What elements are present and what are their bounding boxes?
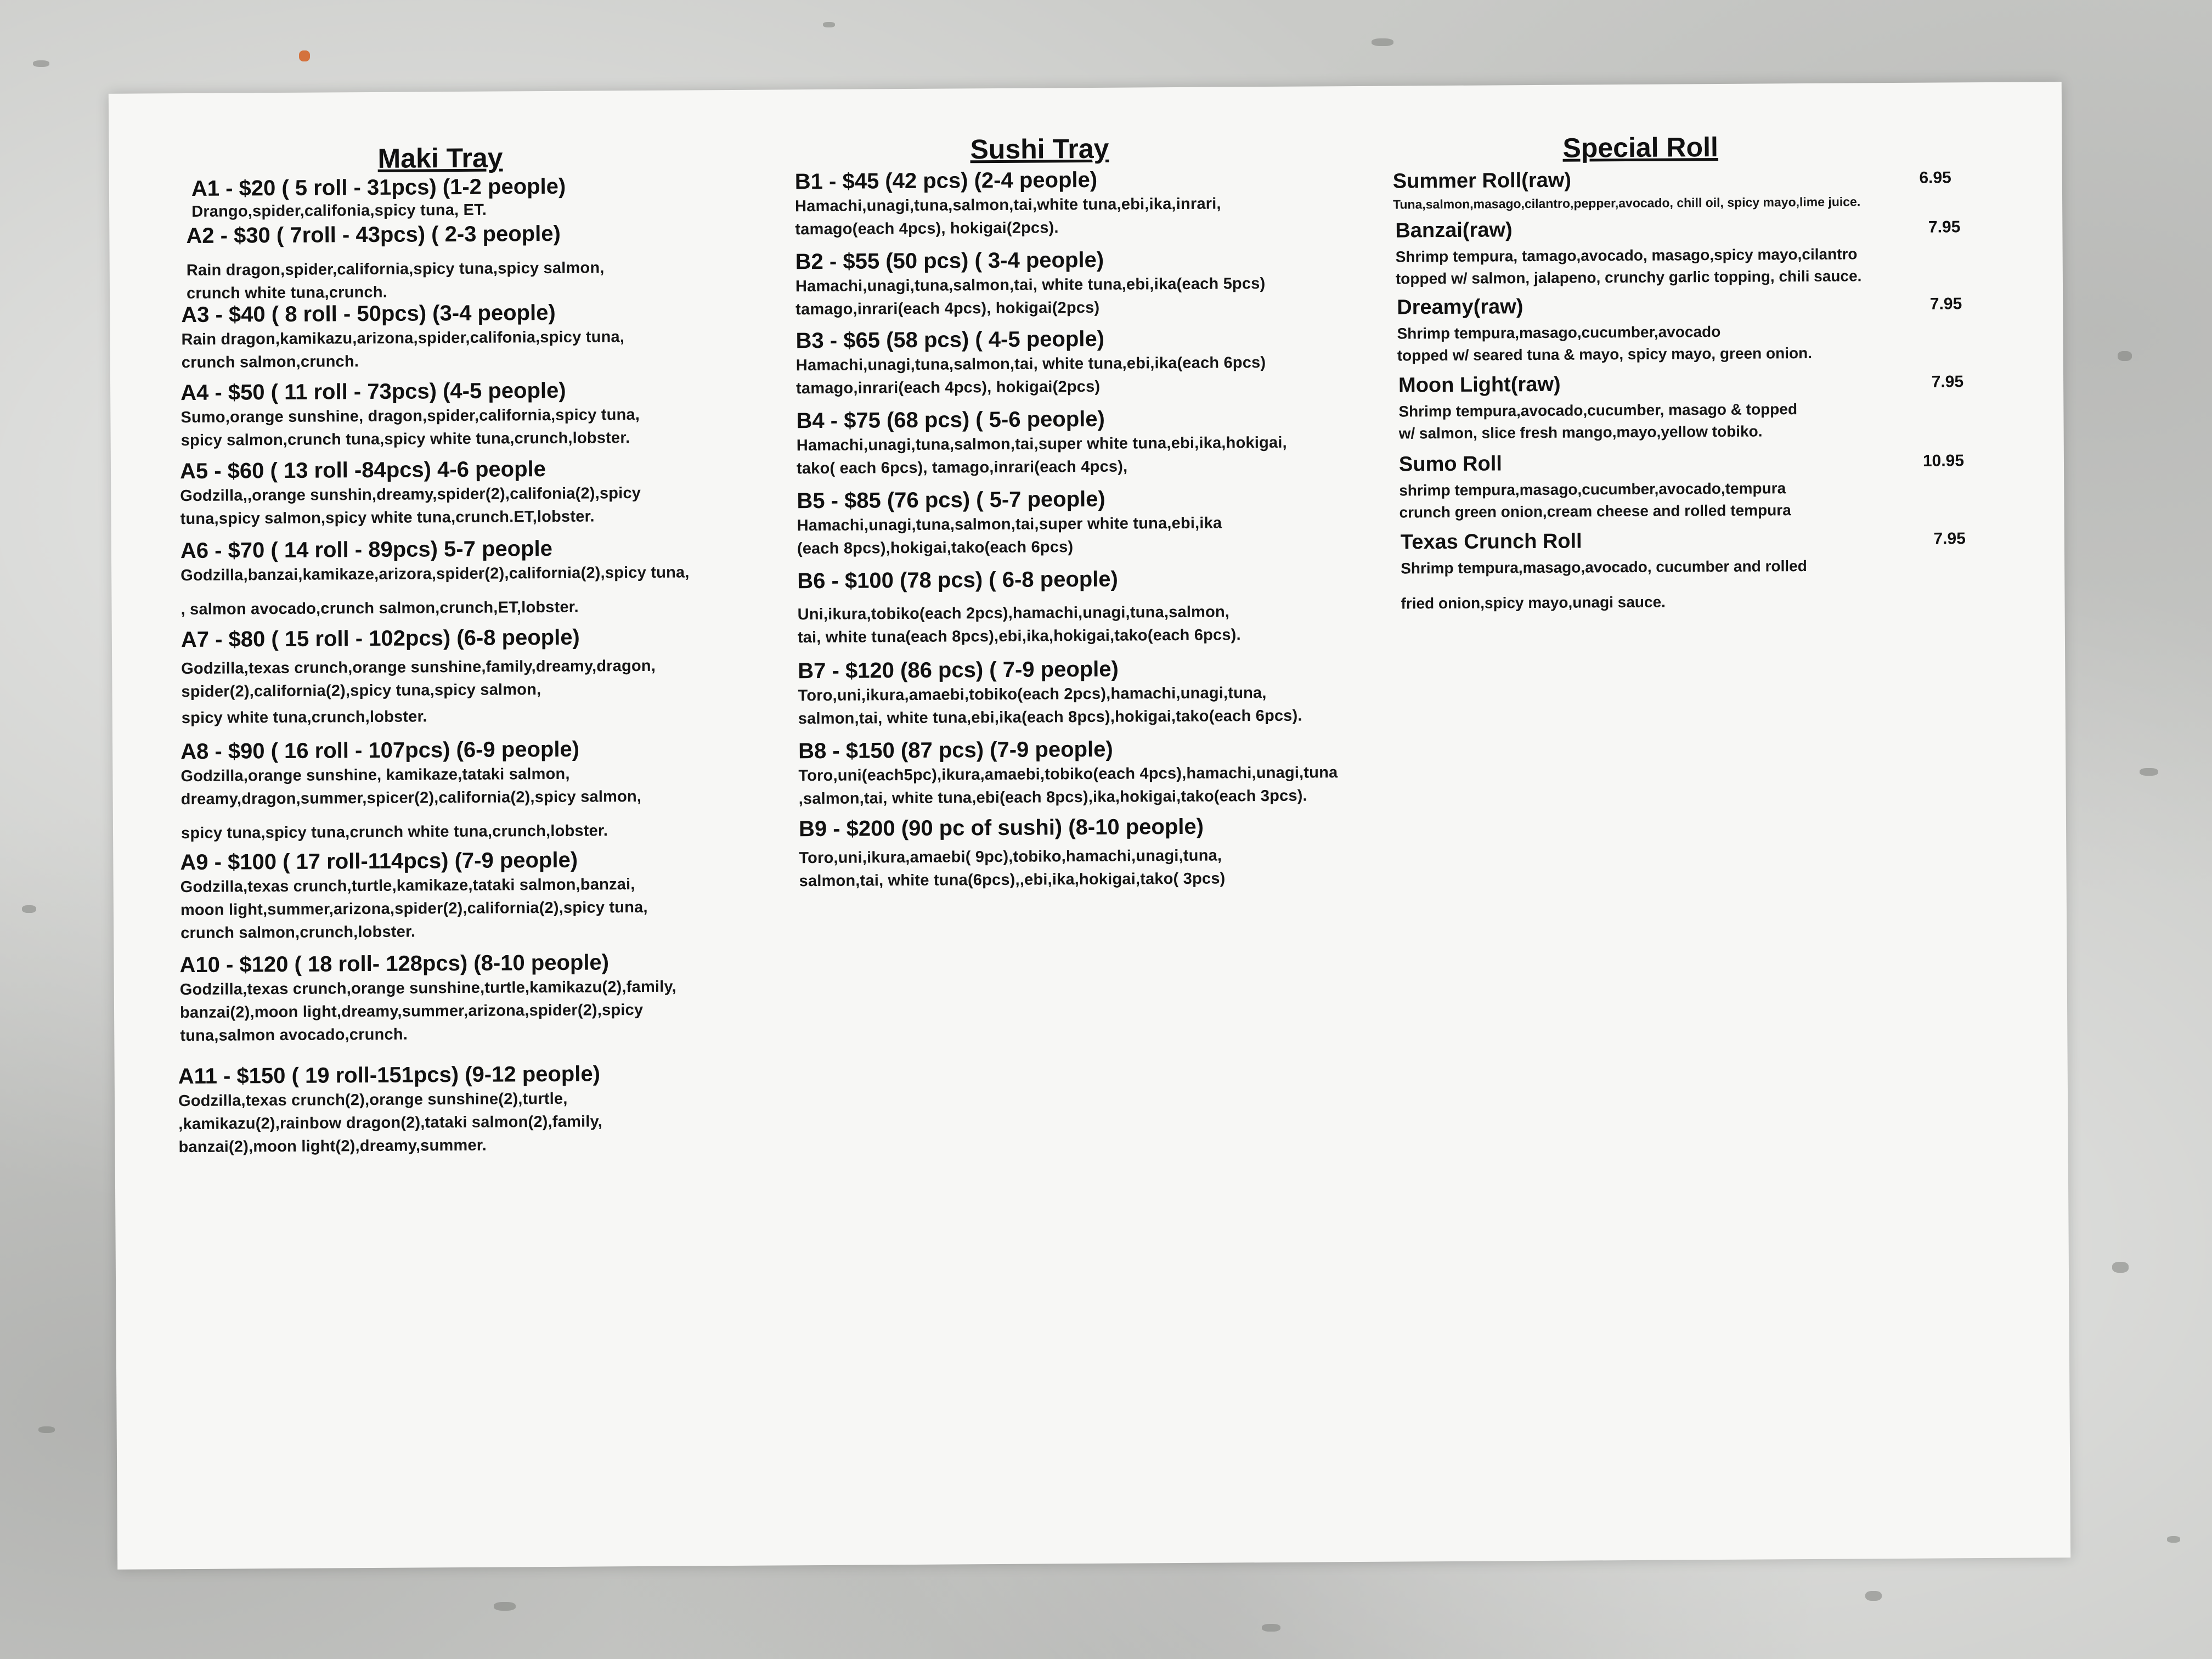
maki-tray-item-heading: A7 - $80 ( 15 roll - 102pcs) (6-8 people) [180, 625, 580, 652]
maki-tray-item-heading: A3 - $40 ( 8 roll - 50pcs) (3-4 people) [181, 300, 556, 328]
special-roll-description: Shrimp tempura,masago,cucumber,avocado [1397, 323, 1721, 342]
maki-tray-column [158, 90, 761, 1156]
sushi-tray-column [794, 86, 1354, 890]
special-roll-description: w/ salmon, slice fresh mango,mayo,yellow tobiko. [1398, 422, 1763, 442]
maki-tray-item-description: Sumo,orange sunshine, dragon,spider,california,spicy tuna, [180, 405, 640, 427]
maki-tray-item-heading: A5 - $60 ( 13 roll -84pcs) 4-6 people [179, 457, 546, 484]
countertop-speck [1262, 1624, 1280, 1632]
sushi-tray-item [795, 246, 1266, 321]
sushi-tray-item-description: salmon,tai, white tuna(6pcs),,ebi,ika,hokigai,tako( 3pcs) [799, 870, 1226, 890]
maki-tray-item-description: ,kamikazu(2),rainbow dragon(2),tataki salmon(2),family, [178, 1113, 603, 1133]
countertop-speck [2118, 351, 2132, 361]
sushi-tray-item [797, 486, 1222, 561]
countertop-speck [2167, 1536, 2180, 1543]
sushi-tray-item-description: tamago(each 4pcs), hokigai(2pcs). [795, 219, 1059, 239]
sushi-tray-item-description: Hamachi,unagi,tuna,salmon,tai,super white tuna,ebi,ika [797, 514, 1222, 535]
special-roll-description: fried onion,spicy mayo,unagi sauce. [1401, 593, 1666, 612]
special-roll-description: Shrimp tempura,masago,avocado, cucumber and rolled [1401, 557, 1807, 577]
sushi-tray-item-description: Toro,uni,ikura,amaebi,tobiko(each 2pcs),hamachi,unagi,tuna, [798, 684, 1267, 705]
maki-tray-item-heading: A2 - $30 ( 7roll - 43pcs) ( 2-3 people) [186, 221, 561, 249]
sushi-tray-item-heading: B1 - $45 (42 pcs) (2-4 people) [794, 167, 1098, 194]
special-roll-item [1401, 527, 1966, 614]
maki-tray-item-description: Godzilla,banzai,kamikaze,arizora,spider(2),california(2),spicy tuna, [180, 563, 690, 585]
special-roll-description: Shrimp tempura,avocado,cucumber, masago & topped [1398, 400, 1798, 420]
maki-tray-item-heading: A4 - $50 ( 11 roll - 73pcs) (4-5 people) [180, 378, 566, 405]
special-roll-column [1392, 82, 1996, 612]
maki-tray-item-description: spicy tuna,spicy tuna,crunch white tuna,crunch,lobster. [180, 822, 608, 843]
maki-tray-item [181, 624, 656, 730]
sushi-tray-item-description: Hamachi,unagi,tuna,salmon,tai, white tuna,ebi,ika(each 5pcs) [795, 275, 1266, 296]
maki-tray-item-description: spider(2),california(2),spicy tuna,spicy salmon, [181, 681, 541, 701]
sushi-tray-item [799, 813, 1226, 893]
special-roll-item [1399, 449, 1965, 523]
special-roll-item [1398, 370, 1964, 444]
maki-tray-title: Maki Tray [377, 142, 503, 174]
maki-tray-item-description: tuna,salmon avocado,crunch. [180, 1025, 408, 1045]
special-roll-name: Moon Light(raw) [1398, 373, 1561, 397]
special-roll-description: Tuna,salmon,masago,cilantro,pepper,avocado, chill oil, spicy mayo,lime juice. [1393, 194, 1861, 212]
special-roll-description: topped w/ seared tuna & mayo, spicy mayo, green onion. [1397, 344, 1813, 364]
sushi-tray-item-heading: B6 - $100 (78 pcs) ( 6-8 people) [797, 567, 1119, 594]
maki-tray-item-description: tuna,spicy salmon,spicy white tuna,crunch.ET,lobster. [180, 507, 595, 528]
countertop-speck [2112, 1262, 2129, 1273]
sushi-tray-item-description: Hamachi,unagi,tuna,salmon,tai,white tuna,ebi,ika,inrari, [794, 195, 1221, 216]
sushi-tray-item [795, 325, 1266, 400]
sushi-tray-item-description: Toro,uni,ikura,amaebi( 9pc),tobiko,hamachi,unagi,tuna, [799, 847, 1222, 867]
countertop-speck [1865, 1591, 1882, 1601]
special-roll-price: 7.95 [1933, 529, 1966, 548]
maki-tray-item-description: spicy salmon,crunch tuna,spicy white tuna,crunch,lobster. [180, 429, 630, 450]
sushi-tray-item-description: (each 8pcs),hokigai,tako(each 6pcs) [797, 538, 1074, 558]
sushi-tray-item [797, 565, 1241, 649]
special-roll-description: crunch green onion,cream cheese and rolled tempura [1399, 501, 1791, 521]
sushi-tray-item [795, 166, 1221, 241]
maki-tray-item-description: Rain dragon,spider,california,spicy tuna,spicy salmon, [186, 259, 605, 280]
maki-tray-item [180, 377, 640, 452]
special-roll-item [1395, 215, 1961, 290]
sushi-tray-item-heading: B3 - $65 (58 pcs) ( 4-5 people) [795, 326, 1105, 353]
countertop-speck [299, 50, 310, 61]
special-roll-price: 7.95 [1931, 373, 1964, 391]
sushi-tray-item-description: Hamachi,unagi,tuna,salmon,tai, white tuna,ebi,ika(each 6pcs) [795, 354, 1266, 375]
maki-tray-item-description: crunch salmon,crunch. [181, 353, 359, 372]
maki-tray-item-description: Godzilla,texas crunch,turtle,kamikaze,tataki salmon,banzai, [180, 876, 635, 896]
sushi-tray-item-heading: B7 - $120 (86 pcs) ( 7-9 people) [798, 657, 1119, 684]
special-roll-price: 10.95 [1922, 452, 1965, 470]
special-roll-price: 7.95 [1929, 295, 1962, 313]
special-roll-description: shrimp tempura,masago,cucumber,avocado,tempura [1399, 479, 1786, 499]
special-roll-name: Texas Crunch Roll [1400, 529, 1582, 554]
maki-tray-item-description: dreamy,dragon,summer,spicer(2),california(2),spicy salmon, [180, 787, 642, 809]
maki-tray-item [180, 736, 642, 845]
maki-tray-item [181, 299, 624, 374]
special-roll-price: 7.95 [1928, 218, 1961, 236]
sushi-tray-item-heading: B8 - $150 (87 pcs) (7-9 people) [798, 737, 1113, 764]
special-roll-name: Summer Roll(raw) [1392, 168, 1572, 193]
maki-tray-item-heading: A8 - $90 ( 16 roll - 107pcs) (6-9 people) [180, 737, 580, 764]
sushi-tray-item [798, 655, 1302, 731]
countertop-speck [823, 22, 835, 27]
maki-tray-item-description: Godzilla,,orange sunshin,dreamy,spider(2),califonia(2),spicy [180, 484, 641, 505]
sushi-tray-item-heading: B9 - $200 (90 pc of sushi) (8-10 people) [798, 814, 1204, 842]
special-roll-description: topped w/ salmon, jalapeno, crunchy garlic topping, chili sauce. [1395, 267, 1862, 287]
countertop-speck [494, 1602, 516, 1611]
maki-tray-item-heading: A9 - $100 ( 17 roll-114pcs) (7-9 people) [180, 848, 578, 875]
maki-tray-item-description: Godzilla,texas crunch,orange sunshine,family,dreamy,dragon, [181, 657, 656, 678]
maki-tray-item-heading: A11 - $150 ( 19 roll-151pcs) (9-12 people) [178, 1062, 601, 1089]
sushi-tray-item-heading: B4 - $75 (68 pcs) ( 5-6 people) [796, 407, 1105, 433]
maki-tray-item [180, 455, 641, 531]
maki-tray-item-description: Godzilla,orange sunshine, kamikaze,tataki salmon, [180, 765, 570, 786]
sushi-tray-item-description: Hamachi,unagi,tuna,salmon,tai,super white tuna,ebi,ika,hokigai, [796, 433, 1287, 455]
special-roll-title: Special Roll [1562, 131, 1719, 163]
sushi-tray-item-description: tai, white tuna(each 8pcs),ebi,ika,hokigai,tako(each 6pcs). [797, 626, 1241, 647]
special-roll-name: Dreamy(raw) [1397, 295, 1523, 319]
countertop-speck [1372, 38, 1393, 46]
special-roll-item [1397, 292, 1962, 366]
sushi-tray-item-description: Uni,ikura,tobiko(each 2pcs),hamachi,unagi,tuna,salmon, [797, 603, 1230, 624]
special-roll-name: Sumo Roll [1398, 452, 1503, 476]
maki-tray-item-description: Godzilla,texas crunch(2),orange sunshine(2),turtle, [178, 1090, 568, 1110]
maki-tray-item [186, 220, 605, 305]
sushi-tray-item-description: tamago,inrari(each 4pcs), hokigai(2pcs) [796, 377, 1101, 398]
maki-tray-item [191, 173, 566, 222]
sushi-tray-item [796, 405, 1287, 480]
maki-tray-item-description: Drango,spider,califonia,spicy tuna, ET. [191, 201, 487, 221]
special-roll-description: Shrimp tempura, tamago,avocado, masago,spicy mayo,cilantro [1395, 245, 1858, 266]
sushi-tray-item-description: salmon,tai, white tuna,ebi,ika(each 8pcs),hokigai,tako(each 6pcs). [798, 707, 1302, 728]
maki-tray-item-description: spicy white tuna,crunch,lobster. [181, 708, 427, 727]
sushi-tray-item-description: Toro,uni(each5pc),ikura,amaebi,tobiko(each 4pcs),hamachi,unagi,tuna [798, 764, 1338, 785]
sushi-tray-item-description: ,salmon,tai, white tuna,ebi(each 8pcs),ika,hokigai,tako(each 3pcs). [798, 787, 1307, 808]
maki-tray-item [178, 1060, 603, 1159]
maki-tray-item-description: banzai(2),moon light,dreamy,summer,arizona,spider(2),spicy [179, 1001, 644, 1022]
special-roll-name: Banzai(raw) [1395, 218, 1513, 242]
maki-tray-item-heading: A10 - $120 ( 18 roll- 128pcs) (8-10 people) [179, 950, 610, 978]
maki-tray-item-description: , salmon avocado,crunch salmon,crunch,ET,lobster. [180, 598, 579, 619]
countertop-speck [22, 905, 36, 913]
sushi-tray-item [798, 735, 1338, 810]
sushi-tray-item-description: tamago,inrari(each 4pcs), hokigai(2pcs) [795, 298, 1100, 319]
maki-tray-item-description: Godzilla,texas crunch,orange sunshine,turtle,kamikazu(2),family, [179, 978, 676, 999]
countertop-speck [33, 60, 49, 67]
maki-tray-item-heading: A1 - $20 ( 5 roll - 31pcs) (1-2 people) [191, 174, 566, 201]
maki-tray-item-description: crunch salmon,crunch,lobster. [180, 923, 416, 943]
maki-tray-item-description: crunch white tuna,crunch. [186, 283, 388, 303]
countertop-speck [38, 1426, 55, 1433]
sushi-tray-item-description: tako( each 6pcs), tamago,inrari(each 4pcs), [796, 458, 1128, 478]
maki-tray-item-description: Rain dragon,kamikazu,arizona,spider,califonia,spicy tuna, [181, 328, 625, 349]
special-roll-item [1393, 166, 1958, 215]
special-roll-price: 6.95 [1919, 168, 1951, 187]
maki-tray-item [179, 949, 676, 1048]
sushi-tray-item-heading: B2 - $55 (50 pcs) ( 3-4 people) [795, 247, 1104, 274]
maki-tray-item-heading: A6 - $70 ( 14 roll - 89pcs) 5-7 people [180, 536, 553, 563]
maki-tray-item-description: moon light,summer,arizona,spider(2),california(2),spicy tuna, [180, 898, 648, 919]
sushi-tray-item-heading: B5 - $85 (76 pcs) ( 5-7 people) [797, 487, 1105, 514]
menu-sheet [109, 82, 2070, 1570]
maki-tray-item [180, 534, 690, 621]
countertop-speck [2140, 768, 2158, 776]
maki-tray-item [180, 847, 648, 945]
sushi-tray-title: Sushi Tray [970, 133, 1109, 165]
maki-tray-item-description: banzai(2),moon light(2),dreamy,summer. [178, 1136, 487, 1156]
